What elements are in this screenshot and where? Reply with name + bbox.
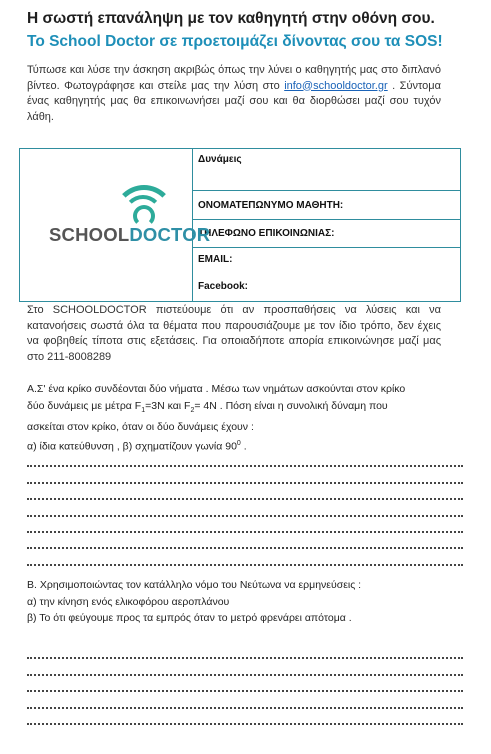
question-a-line1: Α.Σ' ένα κρίκο συνδέονται δύο νήματα . Μέσω των νημάτων ασκούνται στον κρίκο — [27, 383, 406, 395]
intro-text-before: Τύπωσε και λύσε την άσκηση ακριβώς όπως την λύνει ο καθηγητής μας στο διπλανό βίντεο. Φωτογράφησε και στείλε μας την λύση στο — [27, 64, 441, 92]
logo-cell — [20, 149, 211, 302]
answer-line[interactable] — [27, 659, 463, 675]
about-paragraph: Στο SCHOOLDOCTOR πιστεύουμε ότι αν προσπαθήσεις να λύσεις και να κατανοήσεις σωστά όλα τα θέματα που παρουσιάζουμε με τον ίδιο τρόπο, δεν έχεις να φοβηθείς τίποτα στις εξετάσεις. Για οποιαδήποτε απορία επικοινώνησε μαζί μας στο 211-8008289 — [27, 304, 441, 363]
logo-word-doctor: DOCTOR — [129, 224, 211, 245]
answer-area-a[interactable] — [27, 451, 463, 566]
question-b-line1: Β. Χρησιμοποιώντας τον κατάλληλο νόμο του Νεύτωνα να ερμηνεύσεις : — [27, 579, 362, 591]
answer-line[interactable] — [27, 643, 463, 659]
answer-line[interactable] — [27, 676, 463, 692]
email-cell[interactable] — [193, 247, 461, 272]
f1-subscript: 1 — [141, 406, 146, 414]
student-name-cell[interactable] — [193, 191, 461, 220]
answer-line[interactable] — [27, 500, 463, 516]
question-a-line2 — [27, 398, 467, 420]
answer-line[interactable] — [27, 484, 463, 500]
phone-label: ΤΗΛΕΦΩΝΟ ΕΠΙΚΟΙΝΩΝΙΑΣ: — [198, 228, 335, 240]
answer-line[interactable] — [27, 451, 463, 467]
answer-line[interactable] — [27, 692, 463, 708]
question-b-line2: α) την κίνηση ενός ελικοφόρου αεροπλάνου — [27, 595, 230, 608]
page-subtitle: Το School Doctor σε προετοιμάζει δίνοντας σου τα SOS! — [27, 33, 443, 50]
student-name-label: ΟΝΟΜΑΤΕΠΩΝΥΜΟ ΜΑΘΗΤΗ: — [198, 199, 344, 211]
f1-value: =3N και F — [145, 399, 191, 412]
topic-cell — [193, 149, 461, 191]
answer-line[interactable] — [27, 709, 463, 725]
logo-word-school: SCHOOL — [49, 224, 130, 245]
email-label: EMAIL: — [198, 254, 233, 266]
f2-subscript: 2 — [190, 406, 195, 414]
facebook-cell[interactable] — [193, 272, 461, 301]
topic-label: Δυνάμεις — [198, 154, 242, 165]
question-a-line4-start: α) ίδια κατεύθυνση , β) σχηματίζουν γωνία 90 — [27, 440, 237, 453]
intro-text-after: . Σύντομα ένας καθηγητής μας θα επικοινωνήσει μαζί σου και θα διορθώσει μαζί σου τυχόν λάθη. — [27, 79, 441, 123]
logo-wordmark — [49, 224, 210, 246]
answer-line[interactable] — [27, 467, 463, 483]
page-title: Η σωστή επανάληψη με τον καθηγητή στην οθόνη σου. — [27, 10, 435, 27]
answer-line[interactable] — [27, 549, 463, 565]
intro-paragraph — [27, 63, 441, 125]
question-a-line4-end: . — [240, 440, 247, 453]
f2-value: = 4N . Πόση είναι η συνολική δύναμη που — [194, 399, 388, 412]
question-a-line2-start: δύο δυνάμεις με μέτρα F — [27, 399, 142, 412]
question-b-line3: β) Το ότι φεύγουμε προς τα εμπρός όταν το μετρό φρενάρει απότομα . — [27, 612, 352, 624]
email-link[interactable]: info@schooldoctor.gr — [284, 79, 388, 92]
degree-superscript: 0 — [236, 439, 241, 447]
question-a — [27, 381, 467, 455]
school-doctor-logo — [20, 149, 211, 301]
question-b — [27, 577, 467, 627]
phone-cell[interactable] — [193, 220, 461, 247]
facebook-label: Facebook: — [198, 281, 249, 293]
student-info-table — [19, 148, 461, 302]
answer-line[interactable] — [27, 533, 463, 549]
answer-line[interactable] — [27, 517, 463, 533]
question-a-line3: ασκείται στον κρίκο, όταν οι δύο δυνάμεις έχουν : — [27, 421, 254, 434]
answer-area-b[interactable] — [27, 643, 463, 725]
